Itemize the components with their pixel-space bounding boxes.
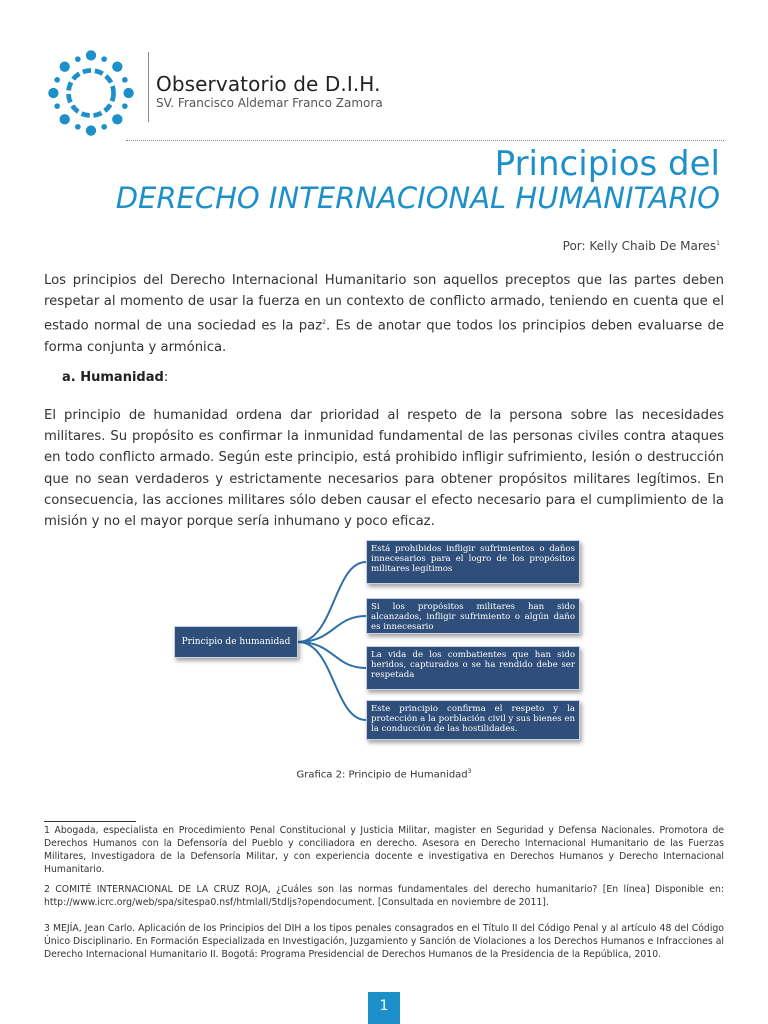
diagram-branch-box: Si los propósitos militares han sido alcanzados, infligir sufrimiento o algún daño es innecesario bbox=[366, 598, 580, 634]
diagram-branch-box: Está prohibidos infligir sufrimientos o daños innecesarios para el logro de los propósitos militares legítimos bbox=[366, 540, 580, 584]
byline bbox=[563, 239, 720, 253]
org-title: Observatorio de D.I.H. bbox=[156, 72, 381, 96]
figure-caption bbox=[0, 768, 768, 780]
org-subtitle: SV. Francisco Aldemar Franco Zamora bbox=[156, 96, 383, 110]
section-colon: : bbox=[163, 370, 169, 385]
diagram-branch-box: La vida de los combatientes que han sido heridos, capturados o se ha rendido debe ser respetada bbox=[366, 646, 580, 690]
footnote-2: 2 COMITÉ INTERNACIONAL DE LA CRUZ ROJA, ¿Cuáles son las normas fundamentales del derecho humanitario? [En línea] Disponible en: http://www.icrc.org/web/spa/sitespa0.nsf/htmlall/5tdljs?opendocument. [Consultada en noviembre de 2011]. bbox=[44, 884, 724, 908]
humanidad-paragraph: El principio de humanidad ordena dar prioridad al respeto de la persona sobre las necesidades militares. Su propósito es confirmar la inmunidad fundamental de las personas civiles contra ataques en todo conflicto armado. Según este principio, está prohibido infligir sufrimiento, lesión o destrucción que no sean verdaderos y estrictamente necesarios para obtener propósitos militares legítimos. En consecuencia, las acciones militares sólo deben causar el efecto necesario para el cumplimiento de la misión y no el mayor porque sería inhumano y poco eficaz. bbox=[44, 408, 724, 530]
footnote-rule bbox=[44, 821, 136, 822]
caption-text: Grafica 2: Principio de Humanidad bbox=[296, 769, 468, 781]
footnote-ref-2[interactable]: 2 bbox=[322, 319, 326, 327]
section-marker: a. bbox=[62, 370, 76, 385]
footnote-3: 3 MEJÍA, Jean Carlo. Aplicación de los Principios del DIH a los tipos penales consagrados en el Título II del Código Penal y al artículo 48 del Código Único Disciplinario. En Formación Especializada en Investigación, Juzgamiento y Sanción de Violaciones a los Derechos Humanos e Infracciones al Derecho Internacional Humanitario II. Bogotá: Programa Presidencial de Derechos Humanos de la Presidencia de la República, 2010. bbox=[44, 923, 724, 960]
title-line-2: DERECHO INTERNACIONAL HUMANITARIO bbox=[115, 181, 720, 215]
intro-text-before: Los principios del Derecho Internacional Humanitario son aquellos preceptos que las partes deben respetar al momento de usar la fuerza en un contexto de conflicto armado, teniendo en cuenta que el estado normal de una sociedad es la paz bbox=[44, 273, 724, 334]
header-dotted-rule bbox=[126, 140, 724, 141]
principle-diagram bbox=[174, 534, 584, 746]
intro-paragraph bbox=[44, 270, 724, 358]
footnote-ref-3[interactable]: 3 bbox=[467, 768, 472, 775]
connector-2 bbox=[298, 616, 366, 642]
diagram-branch-box: Este principio confirma el respeto y la protección a la porblación civil y sus bienes en la conducción de las hostilidades. bbox=[366, 700, 580, 740]
intro-text-after: . Es de anotar que todos los principios deben evaluarse de forma conjunta y armónica. bbox=[44, 318, 725, 355]
header-divider bbox=[148, 52, 149, 122]
page-number: 1 bbox=[368, 992, 400, 1024]
title-line-1: Principios del bbox=[494, 144, 720, 184]
section-title: Humanidad bbox=[80, 370, 164, 385]
section-heading-humanidad bbox=[62, 370, 168, 385]
sun-star-logo-icon bbox=[44, 46, 138, 140]
byline-text: Por: Kelly Chaib De Mares bbox=[562, 239, 717, 253]
footnote-1: 1 Abogada, especialista en Procedimiento Penal Constitucional y Justicia Militar, magister en Seguridad y Defensa Nacionales. Promotora de Derechos Humanos con la Defensoría del Pueblo y conciliadora en derecho. Asesora en Derecho Internacional Humanitario de las Fuerzas Militares, Investigadora de la Defensoría Militar, y con experiencia docente e investigativa en Derechos Humanos y Derecho Internacional Humanitario. bbox=[44, 825, 724, 875]
connector-3 bbox=[298, 642, 366, 668]
diagram-main-box: Principio de humanidad bbox=[174, 626, 298, 658]
footnote-ref-1[interactable]: 1 bbox=[716, 240, 720, 247]
